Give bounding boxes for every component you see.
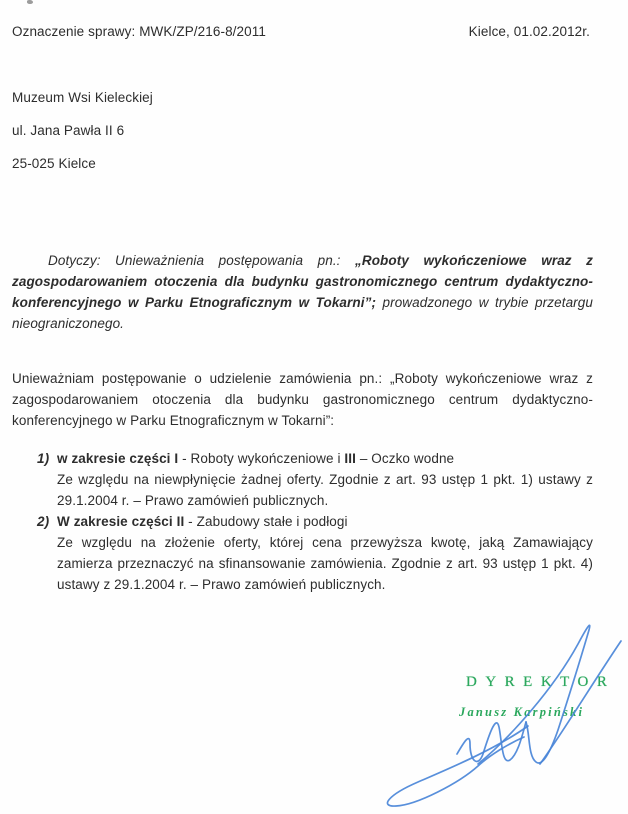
part-title-rest: – Oczko wodne: [355, 451, 455, 466]
part-title-bold-2: III: [344, 451, 356, 466]
sender-city: 25-025 Kielce: [12, 156, 96, 171]
subject-quoted-title: „Roboty wykończeniowe wraz z zagospodarowaniem otoczenia dla budynku gastronomicznego centrum dydaktyczno-konferencyjnego w Parku Etnograficznym w Tokarni”;: [12, 253, 593, 310]
part-title-mid: - Roboty wykończeniowe i: [178, 451, 345, 466]
part-detail: Ze względu na niewpłynięcie żadnej oferty. Zgodnie z art. 93 ustęp 1 pkt. 1) ustawy z 29.1.2004 r. – Prawo zamówień publicznych.: [57, 472, 593, 508]
list-item-body: [57, 511, 593, 595]
subject-suffix: prowadzonego w trybie przetargu nieograniczonego.: [12, 295, 593, 331]
list-item-body: [57, 448, 593, 511]
sender-street: ul. Jana Pawła II 6: [12, 123, 125, 138]
sender-address-block: [12, 81, 628, 180]
place-date-label: Kielce, 01.02.2012r.: [468, 24, 590, 39]
director-stamp-name: Janusz Karpiński: [459, 705, 585, 719]
part-title-bold: W zakresie części II: [57, 514, 185, 529]
subject-prefix: Dotyczy: Unieważnienia postępowania pn.:: [48, 253, 356, 268]
sender-name: Muzeum Wsi Kieleckiej: [12, 90, 153, 105]
director-stamp-title: DYREKTOR: [466, 674, 616, 690]
part-detail: Ze względu na złożenie oferty, której cena przewyższa kwotę, jaką Zamawiający zamierza przeznaczyć na sfinansowanie zamówienia. Zgodnie z art. 93 ustęp 1 pkt. 4) ustawy z 29.1.2004 r. – Prawo zamówień publicznych.: [57, 535, 593, 592]
subject-paragraph: [12, 250, 593, 334]
list-marker: 2): [37, 514, 50, 529]
annulment-paragraph: Unieważniam postępowanie o udzielenie zamówienia pn.: „Roboty wykończeniowe wraz z zagospodarowaniem otoczenia dla budynku gastronomicznego centrum dydaktyczno-konferencyjnego w Parku Etnograficznym w Tokarni”:: [12, 371, 593, 428]
handwritten-signature: [378, 614, 628, 814]
letter-header: [0, 21, 628, 42]
list-item-part-1: [37, 448, 593, 511]
list-marker: 1): [37, 451, 50, 466]
part-title-mid: - Zabudowy stałe i podłogi: [184, 514, 348, 529]
scan-artifact-speck: [27, 0, 33, 4]
annulment-parts-list: [37, 448, 593, 595]
case-number-label: Oznaczenie sprawy: MWK/ZP/216-8/2011: [12, 24, 266, 39]
list-item-part-2: [37, 511, 593, 595]
part-title-bold: w zakresie części I: [57, 451, 179, 466]
